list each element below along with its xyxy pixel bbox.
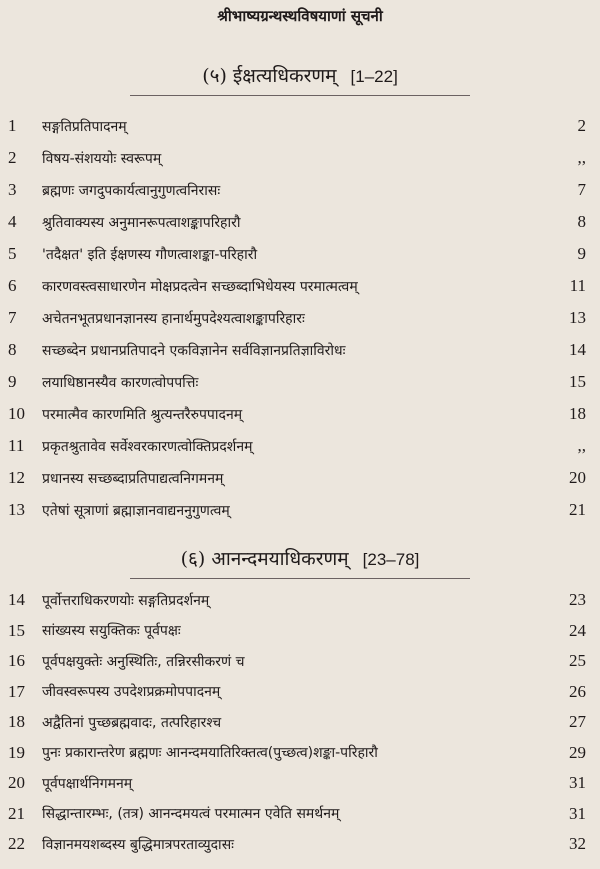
entry-text: पुनः प्रकारान्तरेण ब्रह्मणः आनन्दमयातिरिक्तत्व(पुच्छत्व)शङ्का-परिहारौ: [42, 745, 378, 762]
entry-number: 17: [8, 681, 25, 701]
list-item: [0, 768, 600, 799]
list-item: [0, 707, 600, 738]
page-number: 18: [569, 404, 586, 423]
section-6-entries: [0, 585, 600, 860]
page-number: 31: [569, 803, 586, 823]
list-item: [0, 174, 600, 206]
list-item: [0, 142, 600, 174]
entry-number: 1: [8, 116, 17, 135]
entry-number: 18: [8, 712, 25, 732]
entry-number: 8: [8, 340, 17, 359]
page-number: 20: [569, 468, 586, 487]
list-item: [0, 206, 600, 238]
entry-text: अचेतनभूतप्रधानज्ञानस्य हानार्थमुपदेश्यत्वाशङ्कापरिहारः: [42, 310, 305, 327]
entry-number: 16: [8, 651, 25, 671]
section-title-5: [0, 62, 600, 88]
entry-text: विषय-संशययोः स्वरूपम्: [42, 150, 162, 167]
page-number: 15: [569, 372, 586, 391]
entry-text: लयाधिष्ठानस्यैव कारणत्वोपपत्तिः: [42, 374, 199, 391]
entry-text: प्रकृतश्रुतावेव सर्वेश्वरकारणत्वोक्तिप्रदर्शनम्: [42, 438, 253, 455]
list-item: [0, 430, 600, 462]
page-number: 25: [569, 651, 586, 671]
page-number: 32: [569, 834, 586, 854]
entry-number: 13: [8, 500, 25, 519]
list-item: [0, 494, 600, 526]
page-number: 9: [577, 244, 586, 263]
page-number: 11: [569, 276, 586, 295]
entry-text: सांख्यस्य सयुक्तिकः पूर्वपक्षः: [42, 623, 181, 640]
list-item: [0, 398, 600, 430]
entry-number: 10: [8, 404, 25, 423]
entry-text: कारणवस्त्वसाधारणेन मोक्षप्रदत्वेन सच्छब्दाभिधेयस्य परमात्मत्वम्: [42, 278, 358, 295]
section-title-text: (५) ईक्षत्यधिकरणम्: [202, 65, 337, 87]
entry-text: सिद्धान्तारम्भः, (तत्र) आनन्दमयत्वं परमात्मन एवेति समर्थनम्: [42, 806, 340, 823]
entry-text: एतेषां सूत्राणां ब्रह्माज्ञानवाद्यननुगुणत्वम्: [42, 502, 230, 519]
entry-text: अद्वैतिनां पुच्छब्रह्मवादः, तत्परिहारश्च: [42, 714, 222, 731]
entry-text: प्रधानस्य सच्छब्दाप्रतिपाद्यत्वनिगमनम्: [42, 470, 224, 487]
page-number: 27: [569, 712, 586, 732]
entry-number: 2: [8, 148, 17, 167]
list-item: [0, 302, 600, 334]
entry-number: 7: [8, 308, 17, 327]
page-number: 14: [569, 340, 586, 359]
list-item: [0, 616, 600, 647]
page-number: 2: [577, 116, 586, 135]
page-number: 24: [569, 620, 586, 640]
entry-number: 15: [8, 620, 25, 640]
page-number: 21: [569, 500, 586, 519]
page-number: ,,: [577, 148, 586, 167]
entry-text: विज्ञानमयशब्दस्य बुद्धिमात्रपरताव्युदासः: [42, 836, 234, 853]
page-number: 23: [569, 590, 586, 610]
page-header: श्रीभाष्यग्रन्थस्थविषयाणां सूचनी: [217, 7, 383, 25]
section-rule: [130, 578, 470, 579]
list-item: [0, 462, 600, 494]
list-item: [0, 829, 600, 860]
entry-text: जीवस्वरूपस्य उपदेशप्रक्रमोपपादनम्: [42, 684, 221, 701]
list-item: [0, 238, 600, 270]
page-number: ,,: [577, 436, 586, 455]
section-range: [23–78]: [362, 550, 420, 569]
list-item: [0, 110, 600, 142]
section-5-entries: [0, 110, 600, 526]
entry-number: 5: [8, 244, 17, 263]
entry-text: पूर्वोत्तराधिकरणयोः सङ्गतिप्रदर्शनम्: [42, 592, 210, 609]
entry-number: 12: [8, 468, 25, 487]
list-item: [0, 646, 600, 677]
entry-text: सङ्गतिप्रतिपादनम्: [42, 118, 127, 135]
page-number: 7: [577, 180, 586, 199]
page-number: 13: [569, 308, 586, 327]
list-item: [0, 738, 600, 769]
entry-number: 9: [8, 372, 17, 391]
entry-text: श्रुतिवाक्यस्य अनुमानरूपत्वाशङ्कापरिहारौ: [42, 214, 241, 231]
entry-number: 6: [8, 276, 17, 295]
list-item: [0, 799, 600, 830]
entry-number: 19: [8, 742, 25, 762]
section-title-6: [0, 545, 600, 571]
entry-text: परमात्मैव कारणमिति श्रुत्यन्तरैरुपपादनम्: [42, 406, 243, 423]
list-item: [0, 334, 600, 366]
section-range: [1–22]: [350, 67, 398, 86]
entry-text: सच्छब्देन प्रधानप्रतिपादने एकविज्ञानेन सर्वविज्ञानप्रतिज्ञाविरोधः: [42, 342, 346, 359]
entry-text: ब्रह्मणः जगदुपकार्यत्वानुगुणत्वनिरासः: [42, 182, 221, 199]
entry-number: 21: [8, 803, 25, 823]
page-number: 26: [569, 681, 586, 701]
entry-text: 'तदैक्षत' इति ईक्षणस्य गौणत्वाशङ्का-परिहारौ: [42, 246, 258, 263]
list-item: [0, 366, 600, 398]
entry-number: 4: [8, 212, 17, 231]
page-number: 29: [569, 742, 586, 762]
entry-text: पूर्वपक्षयुक्तेः अनुस्थितिः, तन्निरसीकरणं च: [42, 653, 245, 670]
entry-number: 20: [8, 773, 25, 793]
entry-number: 14: [8, 590, 25, 610]
list-item: [0, 270, 600, 302]
entry-text: पूर्वपक्षार्थनिगमनम्: [42, 775, 133, 792]
page-number: 8: [577, 212, 586, 231]
section-rule: [130, 95, 470, 96]
entry-number: 3: [8, 180, 17, 199]
page-number: 31: [569, 773, 586, 793]
entry-number: 11: [8, 436, 25, 455]
list-item: [0, 677, 600, 708]
list-item: [0, 585, 600, 616]
entry-number: 22: [8, 834, 25, 854]
section-title-text: (६) आनन्दमयाधिकरणम्: [180, 548, 349, 570]
